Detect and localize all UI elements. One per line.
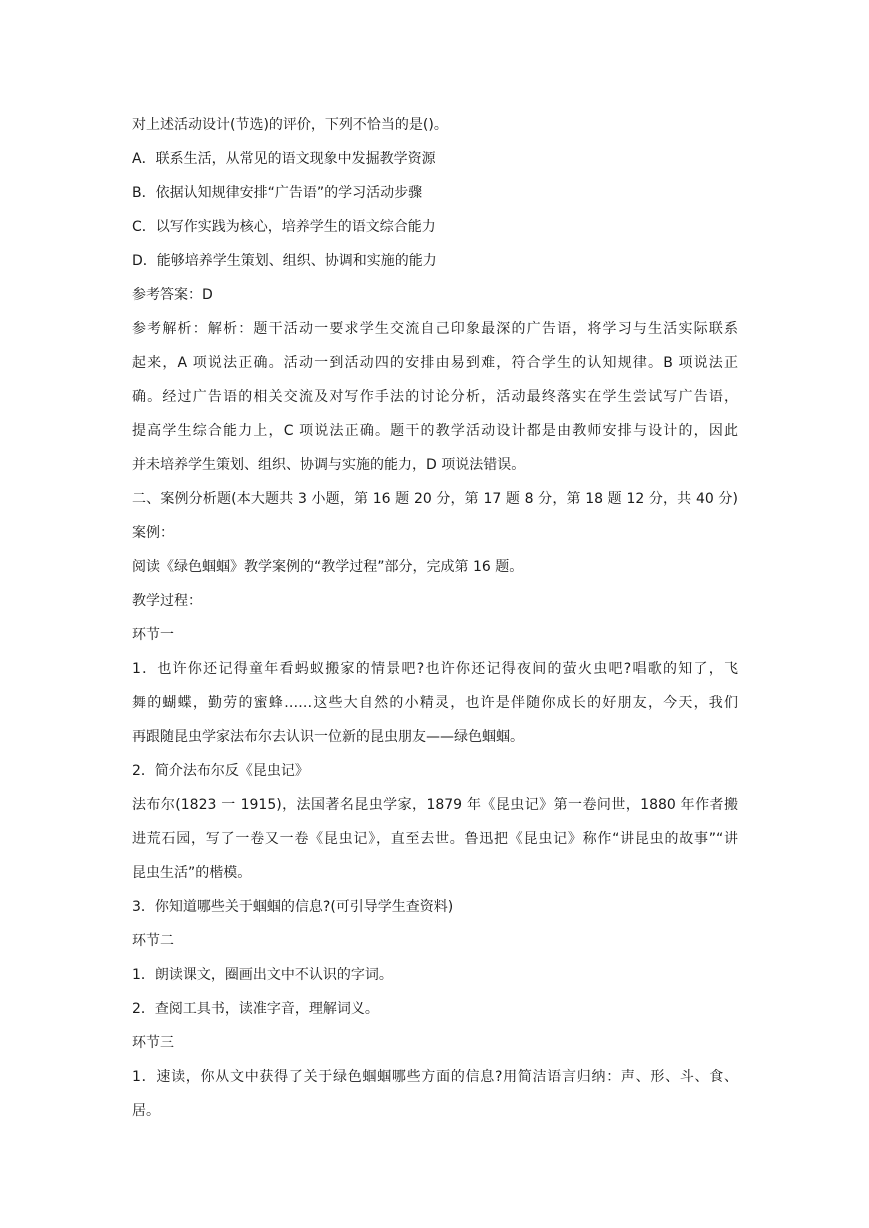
teaching-process-label: 教学过程： <box>132 593 202 609</box>
stage-item-line: 进荒石园，写了一卷又一卷《昆虫记》，直至去世。鲁迅把《昆虫记》称作“讲昆虫的故事”“讲 <box>132 831 738 847</box>
explanation-line: 确。经过广告语的相关交流及对写作手法的讨论分析，活动最终落实在学生尝试写广告语， <box>132 389 738 405</box>
option-a: A．联系生活，从常见的语文现象中发掘教学资源 <box>132 151 436 167</box>
explanation-line: 起来，A 项说法正确。活动一到活动四的安排由易到难，符合学生的认知规律。B 项说法正 <box>132 355 738 371</box>
stage-item-line: 2．简介法布尔反《昆虫记》 <box>132 763 309 779</box>
reference-answer: 参考答案：D <box>132 287 213 303</box>
case-instruction: 阅读《绿色蝈蝈》教学案例的“教学过程”部分，完成第 16 题。 <box>132 559 524 575</box>
explanation-line: 并未培养学生策划、组织、协调与实施的能力，D 项说法错误。 <box>132 457 526 473</box>
stage-heading: 环节三 <box>132 1035 174 1051</box>
stage-heading: 环节一 <box>132 627 174 643</box>
stage-heading: 环节二 <box>132 933 174 949</box>
stage-item-line: 再跟随昆虫学家法布尔去认识一位新的昆虫朋友——绿色蝈蝈。 <box>132 729 524 745</box>
stage-item-line: 法布尔(1823 一 1915)，法国著名昆虫学家，1879 年《昆虫记》第一卷问世，1880 年作者搬 <box>132 797 738 813</box>
stage-item-line: 1．速读，你从文中获得了关于绿色蝈蝈哪些方面的信息?用简洁语言归纳：声、形、斗、食、 <box>132 1069 738 1085</box>
stage-item-line: 3．你知道哪些关于蝈蝈的信息?(可引导学生查资料) <box>132 899 454 915</box>
stage-item-line: 1．朗读课文，圈画出文中不认识的字词。 <box>132 967 393 983</box>
option-c: C．以写作实践为核心，培养学生的语文综合能力 <box>132 219 436 235</box>
option-b: B．依据认知规律安排“广告语”的学习活动步骤 <box>132 185 423 201</box>
case-label: 案例： <box>132 525 174 541</box>
stage-item-line: 昆虫生活”的楷模。 <box>132 865 252 881</box>
explanation-line: 提高学生综合能力上，C 项说法正确。题干的教学活动设计都是由教师安排与设计的，因此 <box>132 423 738 439</box>
option-d: D．能够培养学生策划、组织、协调和实施的能力 <box>132 253 437 269</box>
stage-item-line: 2．查阅工具书，读准字音，理解词义。 <box>132 1001 379 1017</box>
stage-item-line: 1．也许你还记得童年看蚂蚁搬家的情景吧?也许你还记得夜间的萤火虫吧?唱歌的知了，飞 <box>132 661 738 677</box>
stage-item-line: 舞的蝴蝶，勤劳的蜜蜂……这些大自然的小精灵，也许是伴随你成长的好朋友，今天，我们 <box>132 695 738 711</box>
document-page <box>132 108 738 1128</box>
stage-item-line: 居。 <box>132 1103 160 1119</box>
question-stem: 对上述活动设计(节选)的评价，下列不恰当的是()。 <box>132 117 448 133</box>
section-heading: 二、案例分析题(本大题共 3 小题，第 16 题 20 分，第 17 题 8 分，第 18 题 12 分，共 40 分) <box>132 491 738 507</box>
explanation-line: 参考解析：解析：题干活动一要求学生交流自己印象最深的广告语，将学习与生活实际联系 <box>132 321 738 337</box>
